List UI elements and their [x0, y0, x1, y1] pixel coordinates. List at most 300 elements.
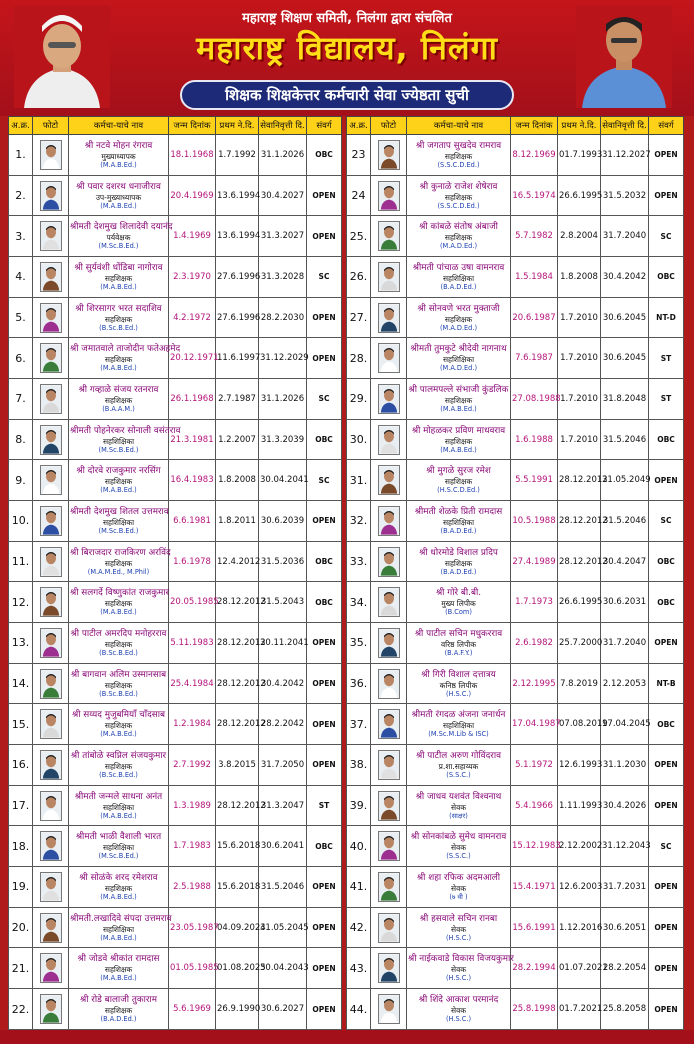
staff-qualification: (B.A.D.Ed.) [440, 567, 477, 576]
birth-date: 25.4.1984 [169, 663, 216, 704]
photo-cell [33, 297, 69, 338]
name-cell [69, 460, 169, 501]
staff-name: श्री मुगळे सुरज रमेश [426, 466, 491, 477]
staff-photo [40, 791, 62, 821]
serial-no: 2. [9, 175, 33, 216]
serial-no: 30. [347, 419, 371, 460]
serial-no: 4. [9, 257, 33, 298]
photo-cell [371, 460, 407, 501]
staff-qualification: (B.A.D.Ed.) [440, 282, 477, 291]
staff-qualification: (B.A.A.M.) [102, 404, 135, 413]
staff-row [347, 338, 684, 379]
staff-qualification: (B.Com) [445, 608, 472, 617]
name-cell [407, 663, 511, 704]
serial-no: 29. [347, 379, 371, 420]
staff-designation: सहशिक्षक [444, 314, 473, 324]
staff-qualification: (S.S.C.D.Ed.) [437, 160, 480, 169]
staff-photo [40, 343, 62, 373]
staff-designation: सहशिक्षक [104, 395, 133, 405]
category: SC [307, 257, 342, 298]
serial-no: 32. [347, 501, 371, 542]
list-banner: शिक्षक शिक्षकेत्तर कर्मचारी सेवा ज्येष्ठता सुची [180, 80, 514, 110]
birth-date: 27.4.1989 [511, 541, 558, 582]
staff-designation: वरिष्ठ लिपीक [441, 639, 476, 649]
photo-cell [371, 257, 407, 298]
staff-name: श्री मोहळकर प्रविण माधवराव [411, 425, 506, 436]
staff-photo [378, 465, 400, 495]
photo-cell [371, 867, 407, 908]
staff-designation: सेवक [451, 1006, 466, 1016]
staff-designation: प्र.शा.सहाय्यक [438, 761, 479, 771]
name-cell [69, 948, 169, 989]
retirement-date: 31.7.2031 [601, 867, 649, 908]
staff-row [9, 704, 342, 745]
category: OPEN [307, 175, 342, 216]
photo-cell [33, 379, 69, 420]
staff-designation: सहशिक्षक [104, 355, 133, 365]
staff-qualification: (M.A.B.Ed.) [100, 892, 137, 901]
staff-row [347, 460, 684, 501]
poster-header [0, 0, 694, 116]
photo-cell [33, 745, 69, 786]
staff-row [347, 948, 684, 989]
staff-photo [40, 425, 62, 455]
name-cell [407, 379, 511, 420]
seniority-table-left [8, 116, 341, 1030]
birth-date: 4.2.1972 [169, 297, 216, 338]
birth-date: 5.5.1991 [511, 460, 558, 501]
staff-qualification: (M.A.B.Ed.) [100, 608, 137, 617]
first-appointment-date: 01.07.2021 [558, 948, 601, 989]
birth-date: 1.6.1988 [511, 419, 558, 460]
birth-date: 25.8.1998 [511, 989, 558, 1030]
staff-photo [40, 221, 62, 251]
birth-date: 5.4.1966 [511, 785, 558, 826]
table-header-row [9, 117, 342, 135]
staff-qualification: (M.A.B.Ed.) [440, 445, 477, 454]
name-cell [407, 257, 511, 298]
first-appointment-date: 28.12.2012 [558, 541, 601, 582]
name-cell [407, 216, 511, 257]
name-cell [407, 867, 511, 908]
first-appointment-date: 2.8.2004 [558, 216, 601, 257]
staff-photo [378, 384, 400, 414]
category: OBC [649, 541, 684, 582]
first-appointment-date: 07.08.2019 [558, 704, 601, 745]
category: OPEN [307, 745, 342, 786]
serial-no: 24 [347, 175, 371, 216]
staff-photo [378, 343, 400, 373]
birth-date: 15.4.1971 [511, 867, 558, 908]
staff-row [347, 379, 684, 420]
photo-cell [371, 216, 407, 257]
staff-row [9, 623, 342, 664]
seniority-table-right [346, 116, 683, 1030]
name-cell [407, 582, 511, 623]
birth-date: 5.7.1982 [511, 216, 558, 257]
staff-designation: मुख्य लिपीक [441, 599, 476, 609]
photo-cell [33, 785, 69, 826]
staff-designation: कनिष्ठ लिपीक [439, 680, 478, 690]
serial-no: 37. [347, 704, 371, 745]
name-cell [69, 745, 169, 786]
category: OPEN [649, 745, 684, 786]
name-cell [407, 704, 511, 745]
staff-qualification: (B.A.D.Ed.) [100, 1015, 137, 1024]
staff-qualification: (M.Sc.B.Ed.) [98, 852, 139, 861]
col-name: कर्मचा-याचे नाव [69, 117, 169, 135]
category: OPEN [649, 907, 684, 948]
birth-date: 26.1.1968 [169, 379, 216, 420]
staff-row [9, 297, 342, 338]
retirement-date: 28.2.2030 [259, 297, 307, 338]
category: OPEN [649, 989, 684, 1030]
serial-no: 9. [9, 460, 33, 501]
staff-name: श्री धोरमोडे विशाल प्रदिप [419, 547, 498, 558]
serial-no: 11. [9, 541, 33, 582]
col-first-appointment: प्रथम ने.दि. [216, 117, 259, 135]
category: NT-D [649, 297, 684, 338]
staff-designation: सहशिक्षक [104, 883, 133, 893]
staff-row [347, 745, 684, 786]
first-appointment-date: 1.7.1992 [216, 135, 259, 176]
staff-qualification: (H.S.C.) [445, 974, 472, 983]
retirement-date: 31.8.2048 [601, 379, 649, 420]
staff-qualification: (B.A.D.Ed.) [440, 526, 477, 535]
photo-cell [33, 948, 69, 989]
retirement-date: 30.6.2027 [259, 989, 307, 1030]
staff-photo [40, 669, 62, 699]
birth-date: 17.04.1987 [511, 704, 558, 745]
staff-name: श्री नाईकवाडे विकास विजयकुमार [408, 954, 514, 965]
staff-qualification: (M.A.M.Ed., M.Phil) [87, 567, 150, 576]
birth-date: 6.6.1981 [169, 501, 216, 542]
photo-cell [33, 989, 69, 1030]
staff-name: श्री पाटील अमरदिप मनोहरराव [70, 628, 167, 639]
serial-no: 39. [347, 785, 371, 826]
staff-photo [378, 425, 400, 455]
first-appointment-date: 15.6.2018 [216, 867, 259, 908]
staff-row [347, 623, 684, 664]
staff-name: श्री जगताप सुखदेव रामराव [415, 140, 502, 151]
staff-photo [40, 953, 62, 983]
poster-footer [0, 1030, 694, 1044]
serial-no: 34. [347, 582, 371, 623]
staff-photo [378, 750, 400, 780]
retirement-date: 31.1.2026 [259, 379, 307, 420]
staff-qualification: (M.Sc.M.Lib & ISC) [428, 730, 489, 739]
staff-designation: सहशिक्षक [104, 721, 133, 731]
staff-qualification: (S.S.C.D.Ed.) [437, 201, 480, 210]
staff-designation: सेवक [451, 883, 466, 893]
staff-designation: सहशिक्षिका [442, 355, 475, 365]
serial-no: 23 [347, 135, 371, 176]
staff-name: श्री शिरसागर भरत सदाशिव [75, 303, 162, 314]
serial-no: 1. [9, 135, 33, 176]
name-cell [69, 379, 169, 420]
first-appointment-date: 13.6.1994 [216, 216, 259, 257]
first-appointment-date: 1.11.1993 [558, 785, 601, 826]
serial-no: 19. [9, 867, 33, 908]
serial-no: 28. [347, 338, 371, 379]
photo-cell [33, 582, 69, 623]
serial-no: 41. [347, 867, 371, 908]
name-cell [407, 297, 511, 338]
staff-name: श्री शहा रफिक अदमआली [416, 872, 501, 883]
staff-name: श्री दोरवे राजकुमार नरसिंग [76, 466, 161, 477]
name-cell [407, 948, 514, 989]
staff-designation: सहशिक्षक [104, 680, 133, 690]
birth-date: 20.6.1987 [511, 297, 558, 338]
photo-cell [33, 216, 69, 257]
birth-date: 5.1.1972 [511, 745, 558, 786]
staff-designation: मुख्याध्यापक [101, 151, 136, 161]
staff-qualification: (M.A.B.Ed.) [100, 160, 137, 169]
staff-name: श्री तांबोळे स्वप्निल संजयकुमार [70, 750, 167, 761]
photo-cell [33, 257, 69, 298]
staff-photo [40, 750, 62, 780]
category: ST [649, 338, 684, 379]
name-cell [69, 704, 169, 745]
founder-photo [14, 6, 110, 108]
staff-row [9, 135, 342, 176]
staff-photo [378, 709, 400, 739]
staff-photo [378, 994, 400, 1024]
retirement-date: 31.05.2049 [601, 460, 649, 501]
staff-qualification: (M.A.B.Ed.) [100, 811, 137, 820]
serial-no: 13. [9, 623, 33, 664]
society-subtitle: महाराष्ट्र शिक्षण समिती, निलंगा द्वारा संचलित [242, 11, 452, 26]
serial-no: 27. [347, 297, 371, 338]
retirement-date: 31.5.2046 [601, 419, 649, 460]
name-cell [69, 989, 169, 1030]
table-header-row [347, 117, 684, 135]
photo-cell [371, 704, 407, 745]
category: OPEN [307, 501, 342, 542]
retirement-date: 30.4.2027 [259, 175, 307, 216]
name-cell [69, 216, 173, 257]
retirement-date: 30.4.2042 [601, 257, 649, 298]
first-appointment-date: 11.6.1997 [216, 338, 259, 379]
name-cell [407, 989, 511, 1030]
staff-designation: उप-मुख्याध्यापक [95, 192, 142, 202]
category: OBC [307, 541, 342, 582]
staff-qualification: (७ वी ) [449, 892, 468, 901]
staff-designation: सहशिक्षिका [442, 273, 475, 283]
staff-name: श्रीमती पोहनेरकर सोनाली वसंतराव [70, 425, 181, 436]
staff-designation: सहशिक्षक [444, 436, 473, 446]
staff-name: श्री हसवाले सचिन रानबा [419, 913, 498, 924]
staff-photo [40, 547, 62, 577]
category: ST [307, 785, 342, 826]
first-appointment-date: 15.6.2018 [216, 826, 259, 867]
serial-no: 44. [347, 989, 371, 1030]
retirement-date: 31.5.2036 [259, 541, 307, 582]
staff-name: श्री गिरी विशाल दत्तात्रय [421, 669, 496, 680]
photo-cell [33, 175, 69, 216]
staff-qualification: (M.A.B.Ed.) [440, 404, 477, 413]
staff-designation: सहशिक्षक [104, 314, 133, 324]
first-appointment-date: 12.6.1993 [558, 745, 601, 786]
birth-date: 2.6.1982 [511, 623, 558, 664]
staff-photo [378, 872, 400, 902]
staff-row [347, 663, 684, 704]
staff-name: श्री नटवे मोहन रंगराव [84, 140, 153, 151]
staff-row [9, 989, 342, 1030]
photo-cell [33, 623, 69, 664]
staff-name: श्री सोळंके शरद रमेशराव [79, 872, 158, 883]
name-cell [407, 175, 511, 216]
name-cell [407, 745, 511, 786]
staff-row [9, 826, 342, 867]
staff-row [347, 297, 684, 338]
staff-name: श्रीमती रंगदळ अंजना जनार्धन [411, 710, 506, 721]
serial-no: 22. [9, 989, 33, 1030]
category: OBC [649, 419, 684, 460]
category: OPEN [307, 216, 342, 257]
first-appointment-date: 12.6.2003 [558, 867, 601, 908]
staff-photo [378, 140, 400, 170]
retirement-date: 30.6.2039 [259, 501, 307, 542]
retirement-date: 31.3.2039 [259, 419, 307, 460]
staff-photo [40, 994, 62, 1024]
staff-photo [378, 547, 400, 577]
staff-qualification: (B.Sc.B.Ed.) [99, 689, 138, 698]
staff-name: श्री शिंदे आकाश परमानंद [418, 995, 499, 1006]
staff-name: श्री पाटील अरुण गोविंदराव [415, 750, 502, 761]
staff-qualification: (M.A.B.Ed.) [100, 201, 137, 210]
staff-qualification: (M.A.B.Ed.) [100, 974, 137, 983]
staff-qualification: (B.Sc.B.Ed.) [99, 648, 138, 657]
birth-date: 7.6.1987 [511, 338, 558, 379]
photo-cell [371, 338, 407, 379]
staff-row [9, 582, 342, 623]
name-cell [407, 460, 511, 501]
photo-cell [33, 541, 69, 582]
birth-date: 1.2.1984 [169, 704, 216, 745]
photo-cell [33, 826, 69, 867]
serial-no: 21. [9, 948, 33, 989]
retirement-date: 31.3.2027 [259, 216, 307, 257]
name-cell [69, 501, 169, 542]
category: SC [649, 216, 684, 257]
staff-designation: सेवक [451, 965, 466, 975]
staff-photo [378, 262, 400, 292]
birth-date: 27.08.1988 [511, 379, 558, 420]
staff-designation: सेवक [451, 843, 466, 853]
staff-photo [40, 303, 62, 333]
first-appointment-date: 26.6.1995 [558, 175, 601, 216]
name-cell [69, 826, 169, 867]
staff-row [9, 175, 342, 216]
serial-no: 31. [347, 460, 371, 501]
category: OBC [649, 257, 684, 298]
birth-date: 15.12.1983 [511, 826, 558, 867]
staff-row [9, 257, 342, 298]
name-cell [69, 623, 169, 664]
staff-name: श्रीमती जन्मले साधना अनंत [74, 791, 163, 802]
staff-name: श्रीमती.लखादिवे संपदा उत्तमराव [70, 913, 172, 924]
birth-date: 15.6.1991 [511, 907, 558, 948]
birth-date: 1.7.1983 [169, 826, 216, 867]
photo-cell [371, 745, 407, 786]
staff-designation: सहशिक्षिका [102, 517, 135, 527]
staff-row [9, 501, 342, 542]
first-appointment-date: 1.7.2010 [558, 419, 601, 460]
birth-date: 1.7.1973 [511, 582, 558, 623]
first-appointment-date: 1.2.2007 [216, 419, 259, 460]
serial-no: 25. [347, 216, 371, 257]
retirement-date: 31.7.2050 [259, 745, 307, 786]
retirement-date: 30.11.2041 [259, 623, 307, 664]
col-name: कर्मचा-याचे नाव [407, 117, 511, 135]
retirement-date: 31.1.2030 [601, 745, 649, 786]
birth-date: 01.05.1985 [169, 948, 216, 989]
staff-qualification: (B.A.F.Y.) [444, 648, 473, 657]
birth-date: 5.6.1969 [169, 989, 216, 1030]
serial-no: 3. [9, 216, 33, 257]
category: SC [649, 826, 684, 867]
col-retirement: सेवानिवृत्ती दि. [259, 117, 307, 135]
first-appointment-date: 28.12.2012 [558, 501, 601, 542]
staff-designation: सहशिक्षक [104, 558, 133, 568]
serial-no: 14. [9, 663, 33, 704]
category: OPEN [307, 989, 342, 1030]
staff-qualification: (M.A.B.Ed.) [100, 282, 137, 291]
photo-cell [371, 379, 407, 420]
retirement-date: 30.6.2045 [601, 297, 649, 338]
first-appointment-date: 28.12.2012 [216, 704, 259, 745]
staff-row [347, 785, 684, 826]
name-cell [407, 419, 511, 460]
staff-qualification: (S.S.C.) [446, 770, 471, 779]
staff-name: श्रीमती देशमुख शितल उत्तमराव [70, 506, 169, 517]
staff-photo [378, 303, 400, 333]
birth-date: 20.05.1985 [169, 582, 216, 623]
retirement-date: 31.5.2032 [601, 175, 649, 216]
category: OPEN [649, 785, 684, 826]
category: OPEN [307, 663, 342, 704]
staff-name: श्री पाटील सचिन मधुकरराव [414, 628, 503, 639]
birth-date: 16.5.1974 [511, 175, 558, 216]
photo-cell [33, 460, 69, 501]
first-appointment-date: 27.6.1996 [216, 297, 259, 338]
photo-cell [371, 948, 407, 989]
photo-cell [371, 501, 407, 542]
birth-date: 18.1.1968 [169, 135, 216, 176]
name-cell [407, 623, 511, 664]
retirement-date: 31.12.2043 [601, 826, 649, 867]
serial-no: 33. [347, 541, 371, 582]
staff-row [9, 379, 342, 420]
staff-name: श्रीमती पांचाळ उषा वामनराव [412, 262, 505, 273]
staff-designation: सहशिक्षक [444, 477, 473, 487]
staff-photo [378, 506, 400, 536]
name-cell [407, 541, 511, 582]
staff-row [9, 216, 342, 257]
first-appointment-date: 2.12.2002 [558, 826, 601, 867]
staff-qualification: (M.Sc.B.Ed.) [98, 445, 139, 454]
photo-cell [371, 175, 407, 216]
staff-photo [40, 181, 62, 211]
photo-cell [371, 785, 407, 826]
staff-photo [40, 384, 62, 414]
staff-row [9, 948, 342, 989]
staff-photo [40, 506, 62, 536]
staff-row [347, 216, 684, 257]
col-sr: अ.क्र. [347, 117, 371, 135]
staff-photo [378, 181, 400, 211]
